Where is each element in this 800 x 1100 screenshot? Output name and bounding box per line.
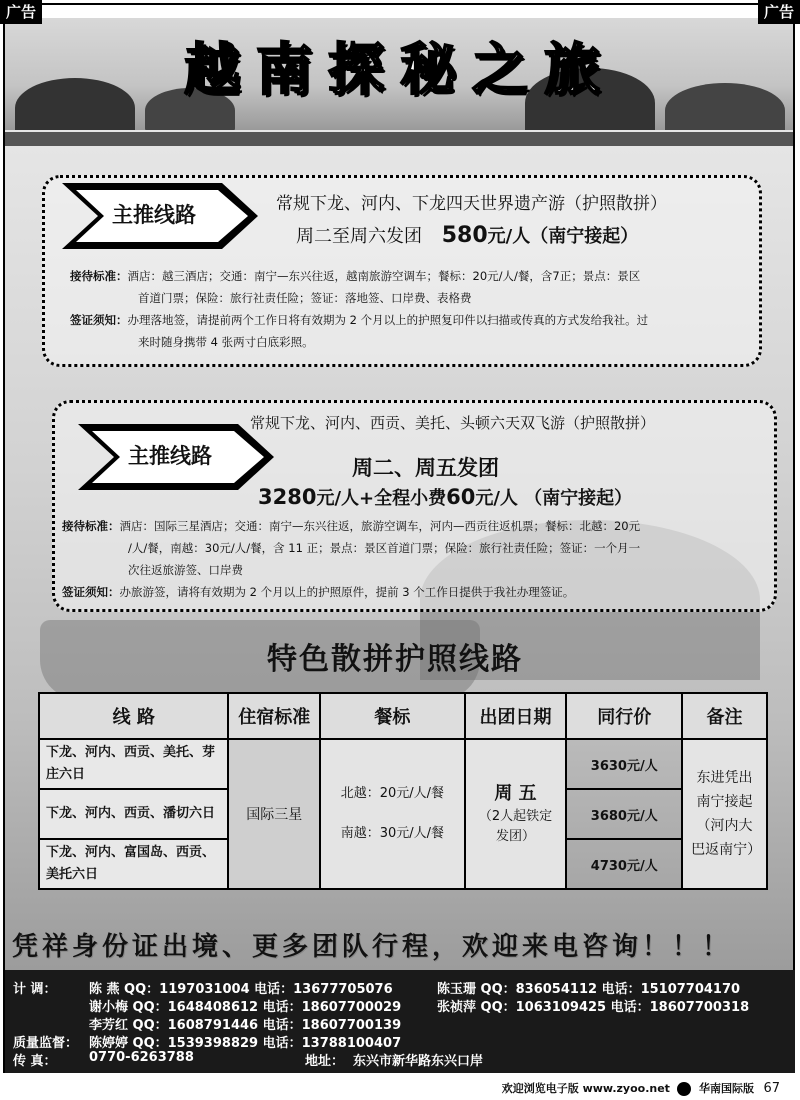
address-label: 地址：: [305, 1054, 345, 1069]
slogan: 凭祥身份证出境、更多团队行程，欢迎来电咨询！！！: [12, 932, 733, 962]
route1-price: 580: [441, 223, 488, 248]
route1-reception: [70, 265, 750, 353]
route2-reception-text-b: /人/餐，南越：30元/人/餐，含 11 正；景点：景区首道门票；保险：旅行社责任险；签证：一个月一: [128, 541, 641, 555]
route2-visa-label: 签证须知：: [62, 585, 120, 599]
quality-text: 陈婷婷 QQ：1539398829 电话：13788100407: [89, 1036, 402, 1051]
route2-title: 常规下龙、河内、西贡、美托、头顿六天双飞游（护照散拼）: [250, 414, 656, 432]
ad-tag-right: 广告: [758, 0, 800, 24]
fax-label: 传 真：: [13, 1054, 57, 1069]
route2-schedule: 周二、周五发团: [352, 456, 499, 480]
address-text: 东兴市新华路东兴口岸: [353, 1054, 484, 1069]
route2-price-line: [258, 484, 632, 510]
route1-price-suffix: 元/人（南宁接起）: [487, 226, 639, 247]
route1-reception-label: 接待标准：: [70, 269, 128, 283]
footer-brand: 华南国际版: [698, 1082, 754, 1095]
table-header: 同行价: [566, 693, 682, 739]
route-badge-label-2: 主推线路: [128, 444, 212, 468]
brand-logo-icon: [677, 1082, 691, 1096]
page-title: 越南探秘之旅: [184, 38, 616, 103]
meal-standard: [320, 739, 465, 889]
section-title: 特色散拼护照线路: [267, 642, 523, 677]
price-cell: 3680元/人: [566, 789, 682, 839]
route1-visa-label: 签证须知：: [70, 313, 128, 327]
route2-price-suffix: 元/人 （南宁接起）: [475, 488, 633, 509]
meal-south: 南越：30元/人/餐: [340, 826, 445, 841]
table-header: 餐标: [320, 693, 465, 739]
route-name: 下龙、河内、富国岛、西贡、美托六日: [39, 839, 228, 889]
route2-tip: 60: [446, 485, 476, 509]
table-header: 出团日期: [465, 693, 567, 739]
contact-line: 李芳红 QQ：1608791446 电话：18607700139: [89, 1018, 402, 1033]
route2-price: 3280: [258, 485, 317, 509]
route1-title: 常规下龙、河内、下龙四天世界遗产游（护照散拼）: [276, 194, 667, 214]
contact-line: 陈 燕 QQ：1197031004 电话：13677705076: [89, 982, 393, 997]
table-header: 备注: [682, 693, 767, 739]
table-header: 线 路: [39, 693, 228, 739]
page-number: 67: [763, 1081, 780, 1096]
departure-date: [465, 739, 567, 889]
remark: 东进凭出南宁接起（河内大巴返南宁）: [682, 739, 767, 889]
departure-note: （2人起铁定发团）: [478, 809, 553, 844]
meal-north: 北越：20元/人/餐: [340, 786, 445, 801]
contact-panel: [5, 970, 795, 1073]
footer-text: 欢迎浏览电子版 www.zyoo.net: [501, 1082, 670, 1095]
price-cell: 4730元/人: [566, 839, 682, 889]
departure-day: 周 五: [494, 783, 537, 804]
table-header-row: [39, 693, 767, 739]
hotel-standard: 国际三星: [228, 739, 320, 889]
jidiao-label: 计 调：: [13, 982, 57, 997]
price-cell: 3630元/人: [566, 739, 682, 789]
route-badge-label-1: 主推线路: [112, 203, 196, 227]
route1-visa-text-a: 办理落地签，请提前两个工作日将有效期为 2 个月以上的护照复印件以扫描或传真的方式发给我社。过: [127, 313, 649, 327]
route2-price-mid: 元/人+全程小费: [316, 488, 447, 509]
route2-visa-text: 办旅游签，请将有效期为 2 个月以上的护照原件，提前 3 个工作日提供于我社办理签证。: [119, 585, 575, 599]
contact-line: 谢小梅 QQ：1648408612 电话：18607700029: [89, 1000, 402, 1015]
contact-line: 张祯萍 QQ：1063109425 电话：18607700318: [437, 1000, 750, 1015]
route1-schedule: [296, 222, 638, 248]
route2-reception-text-c: 次往返旅游签、口岸费: [128, 563, 243, 577]
route1-schedule-days: 周二至周六发团: [296, 226, 422, 247]
table-row: [39, 739, 767, 789]
route2-reception-text-a: 酒店：国际三星酒店；交通：南宁—东兴往返，旅游空调车，河内—西贡往返机票；餐标：北越：20元: [119, 519, 641, 533]
quality-label: 质量监督：: [13, 1036, 79, 1051]
route1-reception-text-b: 首道门票；保险：旅行社责任险；签证：落地签、口岸费、表格费: [138, 291, 472, 305]
footer: [502, 1080, 780, 1096]
contact-line: 陈玉珊 QQ：836054112 电话：15107704170: [437, 982, 741, 997]
route-name: 下龙、河内、西贡、潘切六日: [39, 789, 228, 839]
route-name: 下龙、河内、西贡、美托、芽庄六日: [39, 739, 228, 789]
route2-reception-label: 接待标准：: [62, 519, 120, 533]
route2-reception: [62, 515, 772, 603]
ad-tag-left: 广告: [0, 0, 42, 24]
tour-table: [38, 692, 768, 890]
route1-visa-text-b: 来时随身携带 4 张两寸白底彩照。: [138, 335, 314, 349]
route1-reception-text-a: 酒店：越三酒店；交通：南宁—东兴往返，越南旅游空调车；餐标：20元/人/餐，含7正；景点：景区: [127, 269, 641, 283]
fax-text: 0770-6263788: [89, 1050, 194, 1065]
table-header: 住宿标准: [228, 693, 320, 739]
